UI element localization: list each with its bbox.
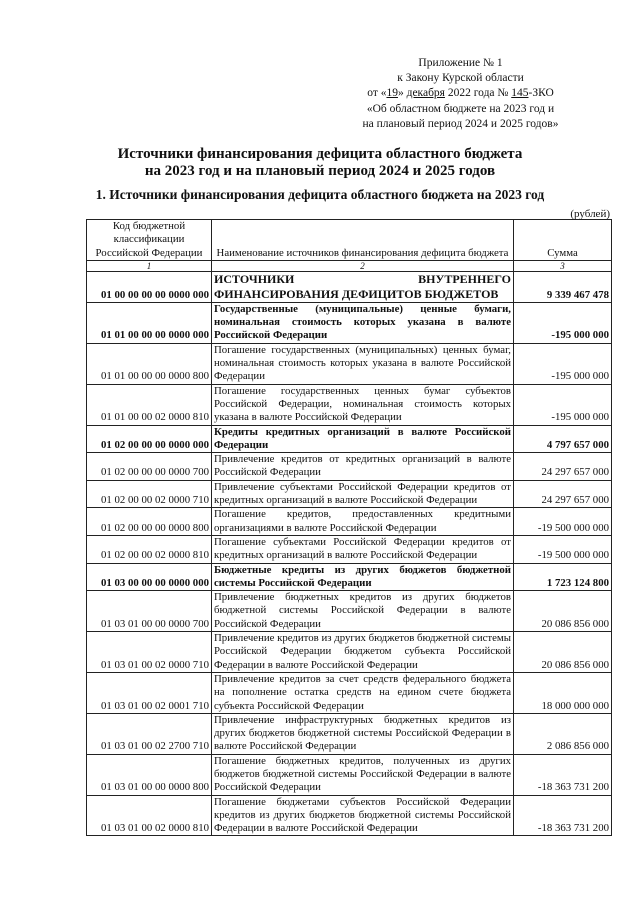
- source-name-cell: ИСТОЧНИКИ ВНУТРЕННЕГО ФИНАНСИРОВАНИЯ ДЕФИЦИТОВ БЮДЖЕТОВ: [212, 271, 514, 302]
- budget-code-cell: 01 03 01 00 00 0000 700: [87, 591, 212, 632]
- appendix-day: 19: [386, 87, 398, 100]
- table-row: [87, 453, 612, 481]
- document-title-line-2: на 2023 год и на плановый период 2024 и 2025 годов: [144, 163, 496, 179]
- source-name-cell: Погашение государственных ценных бумаг субъектов Российской Федерации, номинальная стоимость которых указана в валюте Российской Федерации: [212, 384, 514, 425]
- table-row: [87, 563, 612, 591]
- amount-cell: -18 363 731 200: [514, 795, 612, 836]
- table-row: [87, 508, 612, 536]
- source-name-cell: Погашение государственных (муниципальных) ценных бумаг, номинальная стоимость которых указана в валюте Российской Федерации: [212, 343, 514, 384]
- appendix-law-ref: к Закону Курской области: [397, 72, 524, 85]
- source-name-cell: Погашение кредитов, предоставленных кредитными организациями в валюте Российской Федерации: [212, 508, 514, 536]
- amount-cell: 20 086 856 000: [514, 632, 612, 673]
- amount-cell: -19 500 000 000: [514, 508, 612, 536]
- amount-cell: 24 297 657 000: [514, 480, 612, 508]
- amount-cell: -19 500 000 000: [514, 535, 612, 563]
- column-index: 1: [87, 260, 212, 271]
- table-row: [87, 343, 612, 384]
- source-name-cell: Погашение бюджетами субъектов Российской Федерации кредитов из других бюджетов бюджетной системы Российской Федерации в валюте Российской Федерации: [212, 795, 514, 836]
- appendix-block: [348, 56, 573, 132]
- column-index-row: [87, 260, 612, 271]
- source-name-cell: Привлечение бюджетных кредитов из других бюджетов бюджетной системы Российской Федерации в валюте Российской Федерации: [212, 591, 514, 632]
- source-name-cell: Привлечение субъектами Российской Федерации кредитов от кредитных организаций в валюте Российской Федерации: [212, 480, 514, 508]
- table-row: [87, 713, 612, 754]
- table-row: [87, 632, 612, 673]
- appendix-law-name-1: «Об областном бюджете на 2023 год и: [366, 102, 555, 115]
- appendix-law-number: 145: [511, 87, 529, 100]
- appendix-law-name-2: на плановый период 2024 и 2025 годов»: [362, 117, 559, 130]
- amount-cell: 4 797 657 000: [514, 425, 612, 453]
- budget-code-cell: 01 02 00 00 02 0000 710: [87, 480, 212, 508]
- source-name-cell: Государственные (муниципальные) ценные бумаги, номинальная стоимость которых указана в валюте Российской Федерации: [212, 302, 514, 343]
- table-row: [87, 480, 612, 508]
- header-name: Наименование источников финансирования дефицита бюджета: [212, 220, 514, 261]
- appendix-date-line: от «19» декабря 2022 года № 145-ЗКО: [367, 87, 554, 100]
- column-index: 2: [212, 260, 514, 271]
- budget-code-cell: 01 03 01 00 02 0000 810: [87, 795, 212, 836]
- appendix-month: декабря: [406, 87, 445, 100]
- financing-sources-table: [86, 219, 612, 836]
- amount-cell: 1 723 124 800: [514, 563, 612, 591]
- amount-cell: 18 000 000 000: [514, 672, 612, 713]
- header-sum: Сумма: [514, 220, 612, 261]
- amount-cell: -195 000 000: [514, 302, 612, 343]
- table-row: [87, 302, 612, 343]
- source-name-cell: Привлечение кредитов из других бюджетов бюджетной системы Российской Федерации бюджетом субъекта Российской Федерации в валюте Российской Федерации: [212, 632, 514, 673]
- budget-code-cell: 01 01 00 00 00 0000 800: [87, 343, 212, 384]
- amount-cell: -195 000 000: [514, 343, 612, 384]
- budget-code-cell: 01 01 00 00 02 0000 810: [87, 384, 212, 425]
- column-index: 3: [514, 260, 612, 271]
- appendix-title: Приложение № 1: [418, 57, 503, 69]
- table-row: [87, 672, 612, 713]
- source-name-cell: Привлечение кредитов от кредитных организаций в валюте Российской Федерации: [212, 453, 514, 481]
- table-row: [87, 425, 612, 453]
- table-row: [87, 754, 612, 795]
- source-name-cell: Бюджетные кредиты из других бюджетов бюджетной системы Российской Федерации: [212, 563, 514, 591]
- amount-cell: 24 297 657 000: [514, 453, 612, 481]
- budget-code-cell: 01 03 00 00 00 0000 000: [87, 563, 212, 591]
- budget-code-cell: 01 02 00 00 00 0000 800: [87, 508, 212, 536]
- budget-code-cell: 01 03 01 00 02 2700 710: [87, 713, 212, 754]
- amount-cell: -18 363 731 200: [514, 754, 612, 795]
- budget-code-cell: 01 03 01 00 02 0001 710: [87, 672, 212, 713]
- budget-code-cell: 01 00 00 00 00 0000 000: [87, 271, 212, 302]
- budget-code-cell: 01 03 01 00 02 0000 710: [87, 632, 212, 673]
- section-title: 1. Источники финансирования дефицита областного бюджета на 2023 год: [95, 187, 545, 202]
- table-header-row: [87, 220, 612, 261]
- table-row: [87, 384, 612, 425]
- document-title: [60, 146, 580, 180]
- table-row: [87, 795, 612, 836]
- header-code: Код бюджетной классификации Российской Федерации: [87, 220, 212, 261]
- source-name-cell: Привлечение кредитов за счет средств федерального бюджета на пополнение остатка средств на едином счете бюджета субъекта Российской Федерации: [212, 672, 514, 713]
- document-title-line-1: Источники финансирования дефицита областного бюджета: [117, 146, 523, 162]
- budget-code-cell: 01 02 00 00 00 0000 000: [87, 425, 212, 453]
- amount-cell: 9 339 467 478: [514, 271, 612, 302]
- table-row: [87, 271, 612, 302]
- budget-code-cell: 01 03 01 00 00 0000 800: [87, 754, 212, 795]
- amount-cell: 20 086 856 000: [514, 591, 612, 632]
- budget-code-cell: 01 01 00 00 00 0000 000: [87, 302, 212, 343]
- amount-cell: -195 000 000: [514, 384, 612, 425]
- amount-cell: 2 086 856 000: [514, 713, 612, 754]
- table-row: [87, 535, 612, 563]
- source-name-cell: Погашение субъектами Российской Федерации кредитов от кредитных организаций в валюте Российской Федерации: [212, 535, 514, 563]
- source-name-cell: Привлечение инфраструктурных бюджетных кредитов из других бюджетов бюджетной системы Российской Федерации в валюте Российской Федерации: [212, 713, 514, 754]
- source-name-cell: Кредиты кредитных организаций в валюте Российской Федерации: [212, 425, 514, 453]
- budget-code-cell: 01 02 00 00 00 0000 700: [87, 453, 212, 481]
- source-name-cell: Погашение бюджетных кредитов, полученных из других бюджетов бюджетной системы Российской Федерации в валюте Российской Федерации: [212, 754, 514, 795]
- budget-code-cell: 01 02 00 00 02 0000 810: [87, 535, 212, 563]
- table-row: [87, 591, 612, 632]
- units-label: (рублей): [570, 208, 610, 220]
